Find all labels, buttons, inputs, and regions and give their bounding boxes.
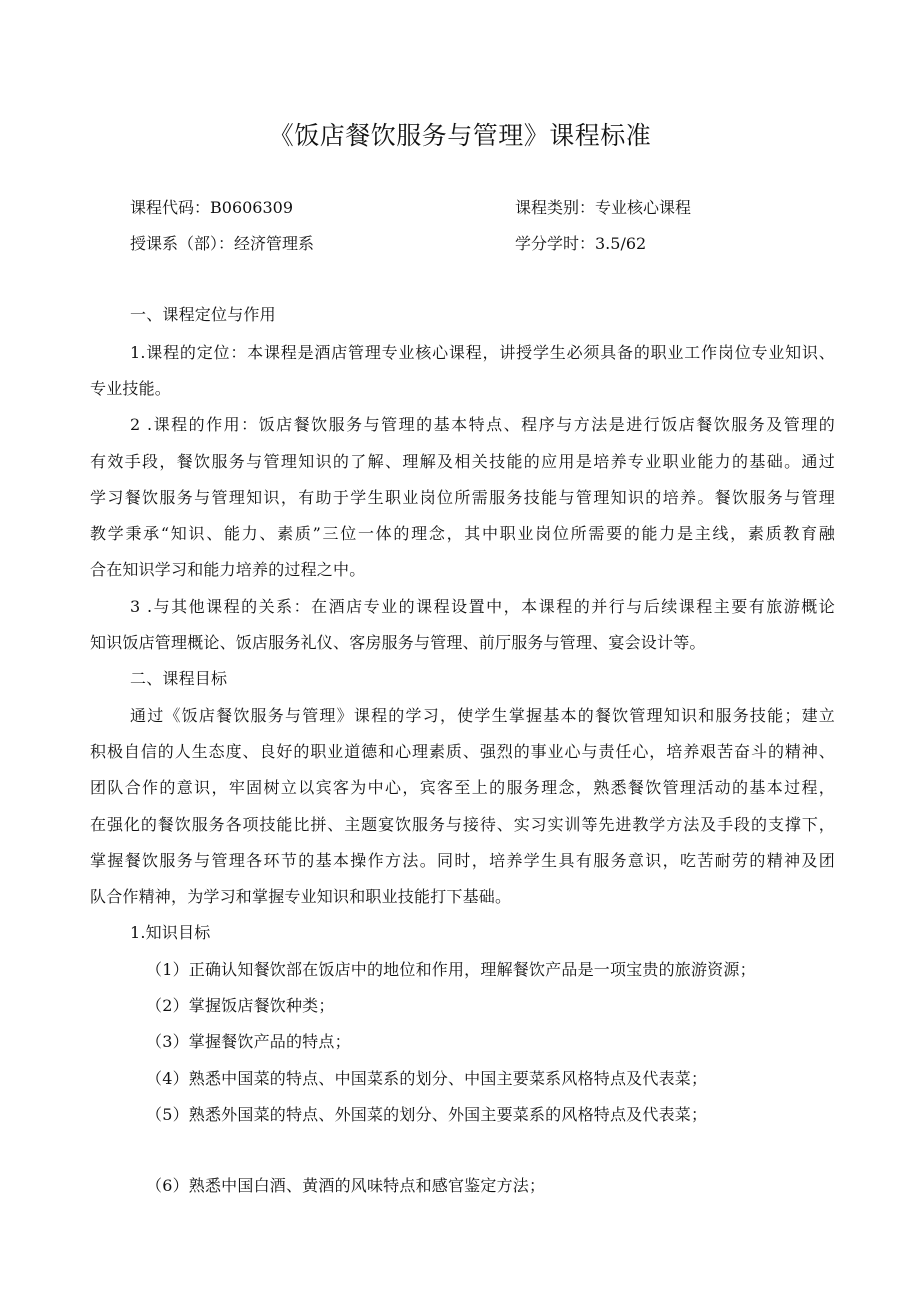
paragraph-line: 队合作精神，为学习和掌握专业知识和职业技能打下基础。 [90,887,512,906]
list-item: （2）掌握饭店餐饮种类； [146,996,335,1015]
section-heading: 一、课程定位与作用 [130,305,276,324]
paragraph-line: 团队合作的意识，牢固树立以宾客为中心，宾客至上的服务理念，熟悉餐饮管理活动的基本过程， [90,778,835,797]
course-code: 课程代码：B0606309 [130,198,294,217]
paragraph-line: 专业技能。 [90,379,172,398]
credits-hours: 学分学时：3.5/62 [515,234,647,253]
paragraph-line: 知识饭店管理概论、饭店服务礼仪、客房服务与管理、前厅服务与管理、宴会设计等。 [90,633,706,652]
paragraph-line: 在强化的餐饮服务各项技能比拼、主题宴饮服务与接待、实习实训等先进教学方法及手段的支撑下， [90,815,835,834]
section-heading: 二、课程目标 [130,669,228,688]
paragraph-line: 合在知识学习和能力培养的过程之中。 [90,560,366,579]
list-item: （3）掌握餐饮产品的特点； [146,1032,351,1051]
paragraph-line: 1.课程的定位：本课程是酒店管理专业核心课程，讲授学生必须具备的职业工作岗位专业知识、 [130,343,835,362]
paragraph-line: 学习餐饮服务与管理知识，有助于学生职业岗位所需服务技能与管理知识的培养。餐饮服务与管理 [90,488,835,507]
subsection-heading: 1.知识目标 [130,923,211,942]
paragraph-line: 2 .课程的作用：饭店餐饮服务与管理的基本特点、程序与方法是进行饭店餐饮服务及管理的 [130,415,835,434]
list-item: （1）正确认知餐饮部在饭店中的地位和作用，理解餐饮产品是一项宝贵的旅游资源； [146,960,756,979]
paragraph-line: 有效手段，餐饮服务与管理知识的了解、理解及相关技能的应用是培养专业职业能力的基础。通过 [90,452,835,471]
paragraph-line: 教学秉承“知识、能力、素质”三位一体的理念，其中职业岗位所需要的能力是主线，素质教育融 [90,524,835,543]
list-item: （5）熟悉外国菜的特点、外国菜的划分、外国主要菜系的风格特点及代表菜； [146,1105,708,1124]
list-item: （4）熟悉中国菜的特点、中国菜系的划分、中国主要菜系风格特点及代表菜； [146,1069,708,1088]
paragraph-line: 通过《饭店餐饮服务与管理》课程的学习，使学生掌握基本的餐饮管理知识和服务技能；建立 [130,706,835,725]
paragraph-line: 掌握餐饮服务与管理各环节的基本操作方法。同时，培养学生具有服务意识，吃苦耐劳的精神及团 [90,851,835,870]
document-title: 《饭店餐饮服务与管理》课程标准 [268,121,652,150]
course-type: 课程类别：专业核心课程 [515,198,692,217]
list-item: （6）熟悉中国白酒、黄酒的风味特点和感官鉴定方法； [146,1176,546,1195]
teaching-department: 授课系（部）：经济管理系 [130,234,315,253]
paragraph-line: 积极自信的人生态度、良好的职业道德和心理素质、强烈的事业心与责任心，培养艰苦奋斗的精神、 [90,742,835,761]
paragraph-line: 3 .与其他课程的关系：在酒店专业的课程设置中，本课程的并行与后续课程主要有旅游概论 [130,597,835,616]
